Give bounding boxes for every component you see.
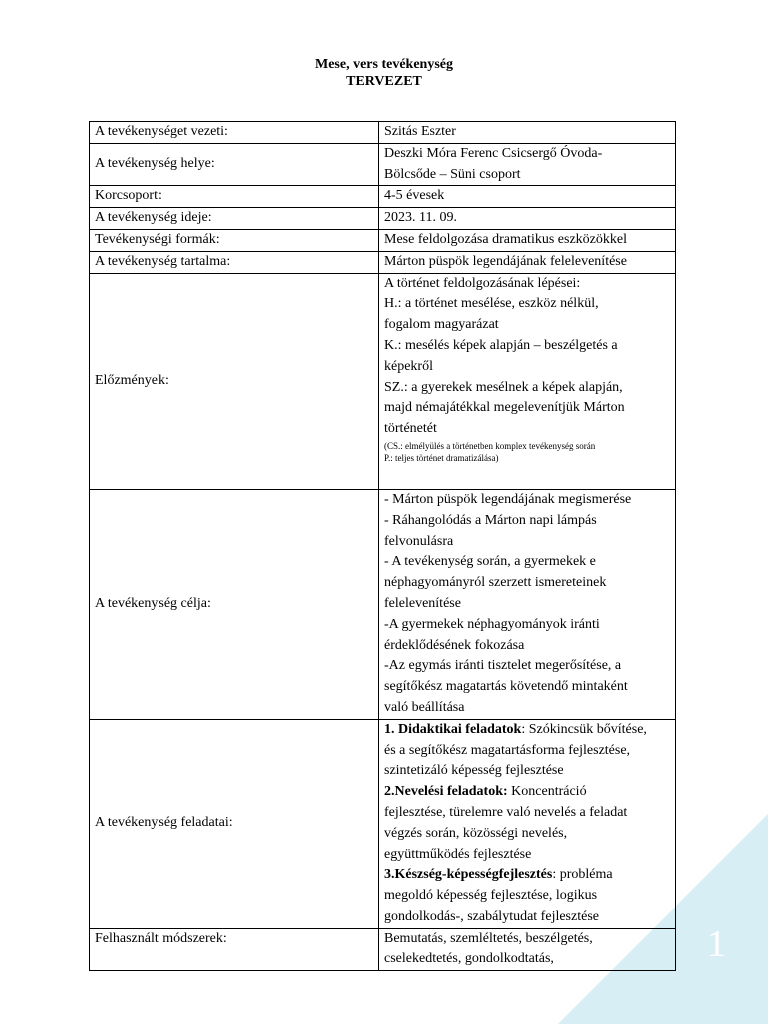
forms-value: Mese feldolgozása dramatikus eszközökkel (379, 229, 676, 251)
content-label: A tevékenység tartalma: (90, 251, 379, 273)
goal-line: -Az egymás iránti tisztelet megerősítése, a (384, 658, 622, 674)
tasks-line: fejlesztése, türelemre való nevelés a feladat (384, 804, 628, 820)
goal-line: - A tevékenység során, a gyermekek e (384, 554, 596, 570)
forms-label: Tevékenységi formák: (90, 229, 379, 251)
table-row-goal (90, 489, 676, 719)
document-title-block (0, 56, 768, 90)
tasks-line: végzés során, közösségi nevelés, (384, 825, 568, 841)
table-row-date (90, 208, 676, 230)
tasks-didactic-line (384, 720, 675, 741)
place-value-line: Bölcsőde – Süni csoport (384, 166, 521, 182)
date-value: 2023. 11. 09. (379, 208, 676, 230)
age-group-label: Korcsoport: (90, 186, 379, 208)
place-label: A tevékenység helye: (90, 143, 379, 186)
tasks-value (379, 719, 676, 928)
leader-label: A tevékenységet vezeti: (90, 122, 379, 144)
methods-value (379, 928, 676, 971)
tasks-skills-text: : probléma (552, 867, 613, 883)
goal-line: érdeklődésének fokozása (384, 637, 525, 653)
methods-line: Bemutatás, szemléltetés, beszélgetés, (384, 930, 593, 946)
place-value (379, 143, 676, 186)
plan-table (89, 121, 676, 971)
goal-line: segítőkész magatartás követendő mintaként (384, 679, 628, 695)
table-row-place (90, 143, 676, 186)
goal-line: - Ráhangolódás a Márton napi lámpás (384, 512, 597, 528)
methods-label: Felhasznált módszerek: (90, 928, 379, 971)
tasks-line: megoldó képesség fejlesztése, logikus (384, 888, 598, 904)
date-label: A tevékenység ideje: (90, 208, 379, 230)
page-number: 1 (707, 923, 726, 965)
antecedents-value (379, 273, 676, 489)
goal-line: felelevenítése (384, 595, 461, 611)
place-value-line: Deszki Móra Ferenc Csicsergő Óvoda- (384, 145, 603, 161)
tasks-label: A tevékenység feladatai: (90, 719, 379, 928)
goal-value (379, 489, 676, 719)
antecedents-line: H.: a történet mesélése, eszköz nélkül, (384, 296, 599, 312)
age-group-value: 4-5 évesek (379, 186, 676, 208)
table-row-tasks (90, 719, 676, 928)
antecedents-line: SZ.: a gyerekek mesélnek a képek alapján, (384, 379, 623, 395)
tasks-didactic-text: : Szókincsük bővítése, (521, 721, 647, 737)
goal-line: néphagyományról szerzett ismereteinek (384, 575, 607, 591)
antecedents-label: Előzmények: (90, 273, 379, 489)
leader-value: Szitás Eszter (379, 122, 676, 144)
goal-line: való beállítása (384, 699, 465, 715)
table-row-leader (90, 122, 676, 144)
tasks-educational-line (384, 782, 675, 803)
antecedents-line: majd némajátékkal megelevenítjük Márton (384, 400, 625, 416)
antecedents-small-line: (CS.: elmélyülés a történetben komplex tevékenység során (384, 440, 596, 451)
antecedents-spacer (384, 464, 675, 489)
table-row-forms (90, 229, 676, 251)
goal-line: felvonulásra (384, 533, 454, 549)
table-row-methods (90, 928, 676, 971)
methods-line: cselekedtetés, gondolkodtatás, (384, 951, 554, 967)
table-row-antecedents (90, 273, 676, 489)
document-title: Mese, vers tevékenység (314, 57, 453, 72)
antecedents-small-line: P.: teljes történet dramatizálása) (384, 452, 499, 463)
tasks-didactic-heading: 1. Didaktikai feladatok (384, 721, 522, 737)
antecedents-line: A történet feldolgozásának lépései: (384, 275, 581, 291)
tasks-line: és a segítőkész magatartásforma fejlesztése, (384, 742, 631, 758)
antecedents-line: képekről (384, 358, 433, 374)
goal-line: - Márton püspök legendájának megismerése (384, 491, 632, 507)
antecedents-line: K.: mesélés képek alapján – beszélgetés a (384, 337, 618, 353)
goal-line: -A gyermekek néphagyományok iránti (384, 616, 600, 632)
antecedents-line: történetét (384, 421, 437, 437)
antecedents-line: fogalom magyarázat (384, 317, 499, 333)
tasks-educational-heading: 2.Nevelési feladatok: (384, 784, 508, 800)
tasks-educational-text: Koncentráció (507, 784, 587, 800)
goal-label: A tevékenység célja: (90, 489, 379, 719)
tasks-line: együttműködés fejlesztése (384, 846, 532, 862)
document-subtitle: TERVEZET (346, 74, 422, 89)
tasks-line: szintetizáló képesség fejlesztése (384, 763, 564, 779)
table-row-content (90, 251, 676, 273)
tasks-line: gondolkodás-, szabálytudat fejlesztése (384, 908, 599, 924)
tasks-skills-heading: 3.Készség-képességfejlesztés (384, 867, 553, 883)
table-row-age-group (90, 186, 676, 208)
tasks-skills-line (384, 865, 675, 886)
content-value: Márton püspök legendájának felelevenítése (379, 251, 676, 273)
